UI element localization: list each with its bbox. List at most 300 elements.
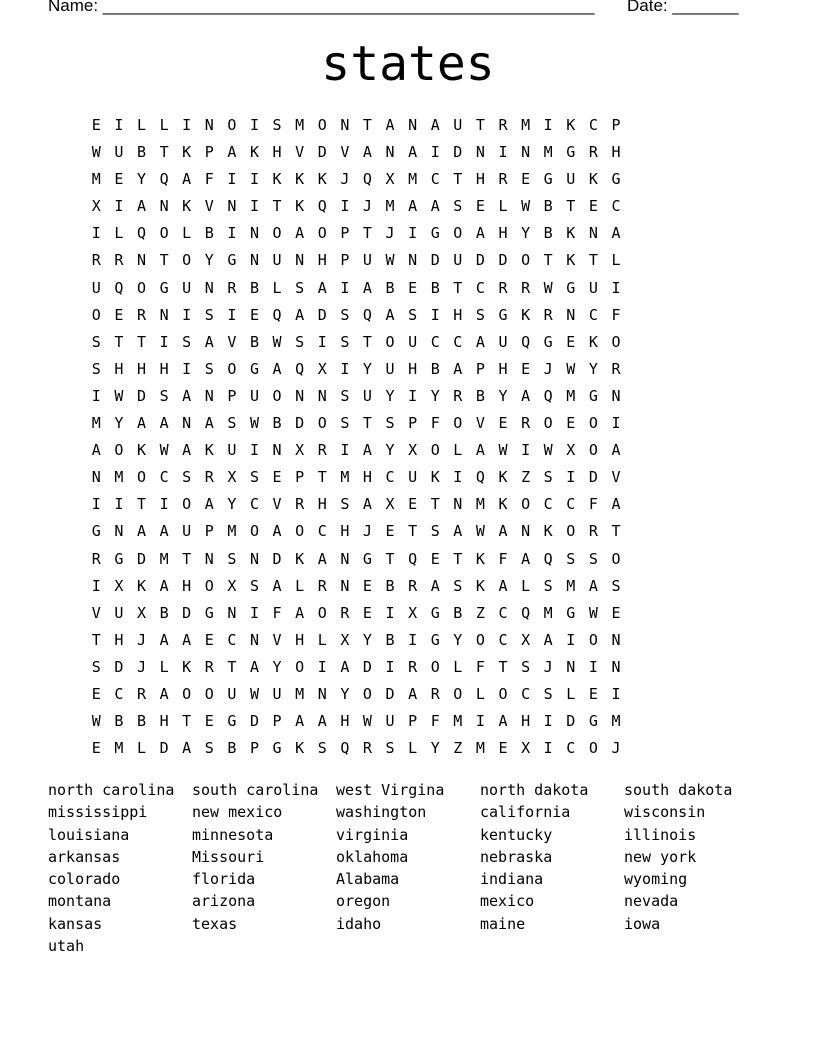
grid-letter: S [611,576,621,595]
grid-letter: S [543,576,553,595]
grid-letter: Q [543,386,553,405]
grid-letter: B [385,278,395,297]
header [48,0,748,20]
grid-letter: S [340,386,350,405]
grid-letter: M [114,468,124,487]
grid-letter: H [317,251,327,270]
grid-letter: Y [362,359,372,378]
grid-letter: N [588,224,598,243]
grid-letter: A [227,143,237,162]
grid-letter: O [159,224,169,243]
grid-letter: V [295,143,305,162]
grid-letter: A [317,712,327,731]
grid-letter: I [182,116,192,134]
word-list-item: mississippi [48,803,148,822]
grid-letter: S [385,414,395,433]
grid-letter: X [521,739,531,758]
grid-letter: D [317,305,327,324]
grid-letter: R [227,278,237,297]
grid-letter: O [317,414,327,433]
grid-letter: M [521,116,531,134]
grid-letter: T [159,251,169,270]
grid-letter: R [317,576,327,595]
grid-letter: S [182,468,192,487]
grid-letter: E [566,414,576,433]
grid-letter: D [385,684,395,703]
grid-letter: U [566,170,576,189]
grid-letter: W [91,143,101,162]
grid-letter: A [385,116,395,134]
word-list-item: montana [48,892,112,911]
grid-letter: E [204,712,214,731]
grid-letter: C [317,522,327,541]
grid-letter: G [114,549,124,568]
grid-letter: N [340,116,350,134]
grid-letter: I [114,495,124,514]
grid-letter: G [588,712,598,731]
grid-letter: C [475,278,485,297]
grid-letter: I [611,684,621,703]
grid-letter: K [272,170,282,189]
grid-letter: T [498,657,508,676]
grid-letter: O [453,684,463,703]
grid-letter: N [566,657,576,676]
grid-letter: G [91,522,101,541]
grid-letter: S [340,414,350,433]
grid-letter: A [204,414,214,433]
grid-letter: J [362,197,372,216]
grid-letter: H [272,143,282,162]
grid-letter: P [475,359,485,378]
grid-letter: K [588,332,598,351]
word-list-item: illinois [624,825,697,844]
grid-letter: E [249,305,259,324]
grid-letter: Y [430,739,440,758]
grid-letter: I [340,359,350,378]
word-list-item: arkansas [48,847,121,866]
word-list-item: iowa [624,914,661,933]
grid-letter: P [408,712,418,731]
grid-letter: A [136,414,146,433]
grid-letter: N [227,603,237,622]
grid-letter: L [295,576,305,595]
grid-letter: G [566,278,576,297]
grid-letter: M [566,576,576,595]
grid-letter: B [136,143,146,162]
grid-letter: Y [385,386,395,405]
grid-letter: A [159,414,169,433]
grid-letter: R [408,576,418,595]
grid-letter: I [340,441,350,460]
grid-letter: N [408,116,418,134]
grid-letter: D [272,549,282,568]
grid-letter: E [91,684,101,703]
grid-letter: Y [498,386,508,405]
grid-letter: U [272,251,282,270]
grid-letter: I [588,657,598,676]
grid-letter: T [227,657,237,676]
grid-letter: I [249,170,259,189]
grid-letter: B [114,712,124,731]
grid-letter: M [159,549,169,568]
word-list-item: arizona [192,892,256,911]
grid-letter: I [385,603,395,622]
grid-letter: S [340,495,350,514]
grid-letter: H [114,630,124,649]
grid-letter: G [227,251,237,270]
grid-letter: T [430,495,440,514]
grid-letter: Q [475,468,485,487]
grid-letter: L [498,197,508,216]
grid-letter: M [295,116,305,134]
grid-letter: M [566,386,576,405]
grid-letter: T [453,549,463,568]
grid-letter: Q [543,549,553,568]
grid-row [85,464,627,491]
grid-letter: A [362,278,372,297]
grid-letter: Q [317,197,327,216]
grid-letter: U [249,386,259,405]
grid-letter: T [408,522,418,541]
grid-letter: R [521,414,531,433]
word-list-item: wyoming [624,870,688,889]
grid-letter: K [588,170,598,189]
grid-letter: C [566,495,576,514]
grid-letter: I [385,657,395,676]
grid-letter: H [340,522,350,541]
grid-letter: H [498,224,508,243]
grid-letter: O [588,630,598,649]
grid-letter: N [182,414,192,433]
grid-letter: R [498,278,508,297]
grid-letter: K [249,143,259,162]
grid-letter: I [227,224,237,243]
grid-letter: S [159,386,169,405]
grid-letter: B [543,197,553,216]
grid-letter: U [362,386,372,405]
grid-letter: F [611,305,621,324]
grid-letter: U [182,522,192,541]
grid-letter: I [159,495,169,514]
grid-letter: H [317,495,327,514]
grid-letter: R [340,603,350,622]
grid-letter: O [136,278,146,297]
grid-letter: I [182,305,192,324]
grid-letter: G [543,170,553,189]
grid-letter: E [114,170,124,189]
grid-letter: B [453,603,463,622]
grid-letter: N [317,684,327,703]
grid-letter: W [114,386,124,405]
grid-letter: G [566,143,576,162]
grid-letter: W [475,522,485,541]
grid-letter: E [362,603,372,622]
grid-letter: K [204,441,214,460]
grid-letter: A [91,441,101,460]
grid-letter: Q [362,305,372,324]
grid-letter: T [362,116,372,134]
grid-row [85,491,627,518]
word-list-item: indiana [480,870,544,889]
grid-letter: K [475,576,485,595]
grid-letter: S [543,684,553,703]
word-list-item: new york [624,847,697,866]
word-list-item: louisiana [48,825,130,844]
grid-letter: O [114,441,124,460]
grid-letter: T [362,414,372,433]
grid-letter: S [385,739,395,758]
grid-letter: E [430,549,440,568]
grid-letter: R [136,305,146,324]
grid-letter: E [566,332,576,351]
grid-row [85,112,627,139]
grid-row [85,573,627,600]
word-list-item: colorado [48,870,121,889]
grid-letter: B [272,414,282,433]
word-list-item: oklahoma [336,847,409,866]
grid-letter: I [91,576,101,595]
word-list-item: nevada [624,892,679,911]
grid-letter: X [227,576,237,595]
grid-letter: U [91,278,101,297]
grid-letter: P [295,468,305,487]
grid-letter: S [249,576,259,595]
grid-letter: V [272,495,282,514]
grid-letter: A [362,143,372,162]
grid-letter: R [521,278,531,297]
grid-letter: O [91,305,101,324]
grid-letter: K [182,197,192,216]
grid-letter: S [566,549,576,568]
grid-letter: I [182,359,192,378]
grid-letter: T [362,332,372,351]
grid-letter: C [385,468,395,487]
grid-letter: A [182,630,192,649]
grid-letter: A [317,549,327,568]
grid-letter: S [475,305,485,324]
grid-letter: A [182,441,192,460]
grid-letter: M [408,170,418,189]
word-list-item: virginia [336,825,409,844]
date-field-label: Date: _______ [627,0,739,15]
grid-letter: N [114,522,124,541]
grid-letter: N [475,143,485,162]
grid-letter: I [543,116,553,134]
grid-letter: V [340,143,350,162]
grid-letter: Y [362,630,372,649]
grid-row [85,735,627,762]
grid-letter: S [588,549,598,568]
grid-letter: I [408,224,418,243]
grid-letter: O [204,576,214,595]
grid-letter: I [430,305,440,324]
grid-letter: A [182,386,192,405]
word-list-item: mexico [480,892,535,911]
grid-letter: N [295,251,305,270]
grid-letter: I [249,197,259,216]
grid-letter: S [521,657,531,676]
grid-letter: E [498,739,508,758]
grid-row [85,193,627,220]
grid-letter: S [430,522,440,541]
grid-letter: S [227,414,237,433]
grid-row [85,437,627,464]
grid-letter: D [136,549,146,568]
grid-letter: O [611,549,621,568]
grid-letter: H [340,712,350,731]
grid-letter: D [159,739,169,758]
grid-letter: A [611,224,621,243]
grid-letter: D [136,386,146,405]
grid-letter: E [521,170,531,189]
grid-letter: S [453,576,463,595]
grid-letter: J [543,359,553,378]
grid-letter: S [340,305,350,324]
grid-letter: H [475,170,485,189]
grid-letter: R [204,468,214,487]
word-list-item: florida [192,870,256,889]
grid-letter: S [408,305,418,324]
grid-row [85,329,627,356]
grid-letter: M [91,414,101,433]
grid-letter: O [182,251,192,270]
grid-letter: C [588,305,598,324]
grid-letter: C [430,332,440,351]
word-list-item: oregon [336,892,391,911]
grid-letter: N [204,278,214,297]
grid-letter: O [249,522,259,541]
grid-letter: I [475,712,485,731]
grid-letter: Y [272,657,282,676]
grid-letter: R [453,386,463,405]
grid-letter: A [408,684,418,703]
grid-letter: P [611,116,621,134]
grid-letter: X [521,630,531,649]
grid-row [85,247,627,274]
grid-letter: N [317,386,327,405]
grid-letter: K [475,549,485,568]
grid-letter: V [204,197,214,216]
grid-letter: M [543,603,553,622]
grid-letter: C [611,197,621,216]
grid-letter: L [611,251,621,270]
grid-letter: K [136,576,146,595]
grid-letter: E [588,197,598,216]
word-list-item: utah [48,937,85,956]
grid-letter: A [475,332,485,351]
grid-letter: M [475,495,485,514]
grid-letter: O [498,684,508,703]
grid-letter: W [498,441,508,460]
grid-letter: T [543,251,553,270]
grid-letter: B [385,576,395,595]
grid-letter: F [588,495,598,514]
grid-letter: N [91,468,101,487]
grid-letter: L [182,224,192,243]
grid-letter: A [204,495,214,514]
grid-letter: I [114,116,124,134]
grid-letter: S [204,739,214,758]
grid-letter: M [295,684,305,703]
grid-letter: A [295,712,305,731]
grid-letter: S [91,332,101,351]
grid-letter: V [611,468,621,487]
grid-letter: B [543,224,553,243]
grid-letter: U [227,441,237,460]
grid-letter: G [566,603,576,622]
grid-letter: G [611,170,621,189]
grid-letter: E [588,684,598,703]
grid-letter: B [475,386,485,405]
grid-letter: M [114,739,124,758]
grid-letter: O [227,359,237,378]
grid-letter: P [272,712,282,731]
grid-letter: A [249,657,259,676]
grid-letter: W [521,197,531,216]
grid-letter: A [295,224,305,243]
grid-letter: E [114,305,124,324]
grid-letter: A [182,170,192,189]
grid-letter: X [385,495,395,514]
grid-letter: A [408,197,418,216]
grid-letter: K [566,116,576,134]
grid-letter: L [136,116,146,134]
grid-letter: O [182,495,192,514]
word-list-item: california [480,803,571,822]
word-list-item: north carolina [48,781,175,799]
grid-letter: M [91,170,101,189]
grid-letter: I [249,603,259,622]
grid-letter: K [295,549,305,568]
grid-letter: U [114,143,124,162]
grid-letter: U [272,684,282,703]
grid-letter: R [498,170,508,189]
grid-letter: K [295,170,305,189]
word-list-item: south dakota [624,781,733,799]
grid-letter: I [340,278,350,297]
grid-letter: N [159,197,169,216]
grid-letter: O [611,332,621,351]
grid-letter: B [204,224,214,243]
grid-letter: P [340,224,350,243]
grid-letter: B [249,278,259,297]
grid-letter: C [498,603,508,622]
puzzle-title: states [321,36,495,92]
grid-letter: A [521,386,531,405]
grid-letter: W [249,414,259,433]
grid-letter: I [521,441,531,460]
grid-letter: D [430,251,440,270]
grid-letter: D [588,468,598,487]
word-list-item: nebraska [480,847,553,866]
grid-letter: N [521,143,531,162]
grid-letter: A [362,495,372,514]
grid-letter: N [249,549,259,568]
grid-letter: N [159,305,169,324]
grid-letter: U [498,332,508,351]
grid-letter: G [430,224,440,243]
word-list-item: south carolina [192,781,319,799]
word-list-item: texas [192,914,238,933]
grid-letter: I [430,143,440,162]
grid-letter: R [498,116,508,134]
grid-letter: U [114,603,124,622]
grid-letter: N [385,143,395,162]
grid-letter: U [408,468,418,487]
grid-letter: Q [114,278,124,297]
grid-letter: F [430,712,440,731]
grid-letter: H [408,359,418,378]
